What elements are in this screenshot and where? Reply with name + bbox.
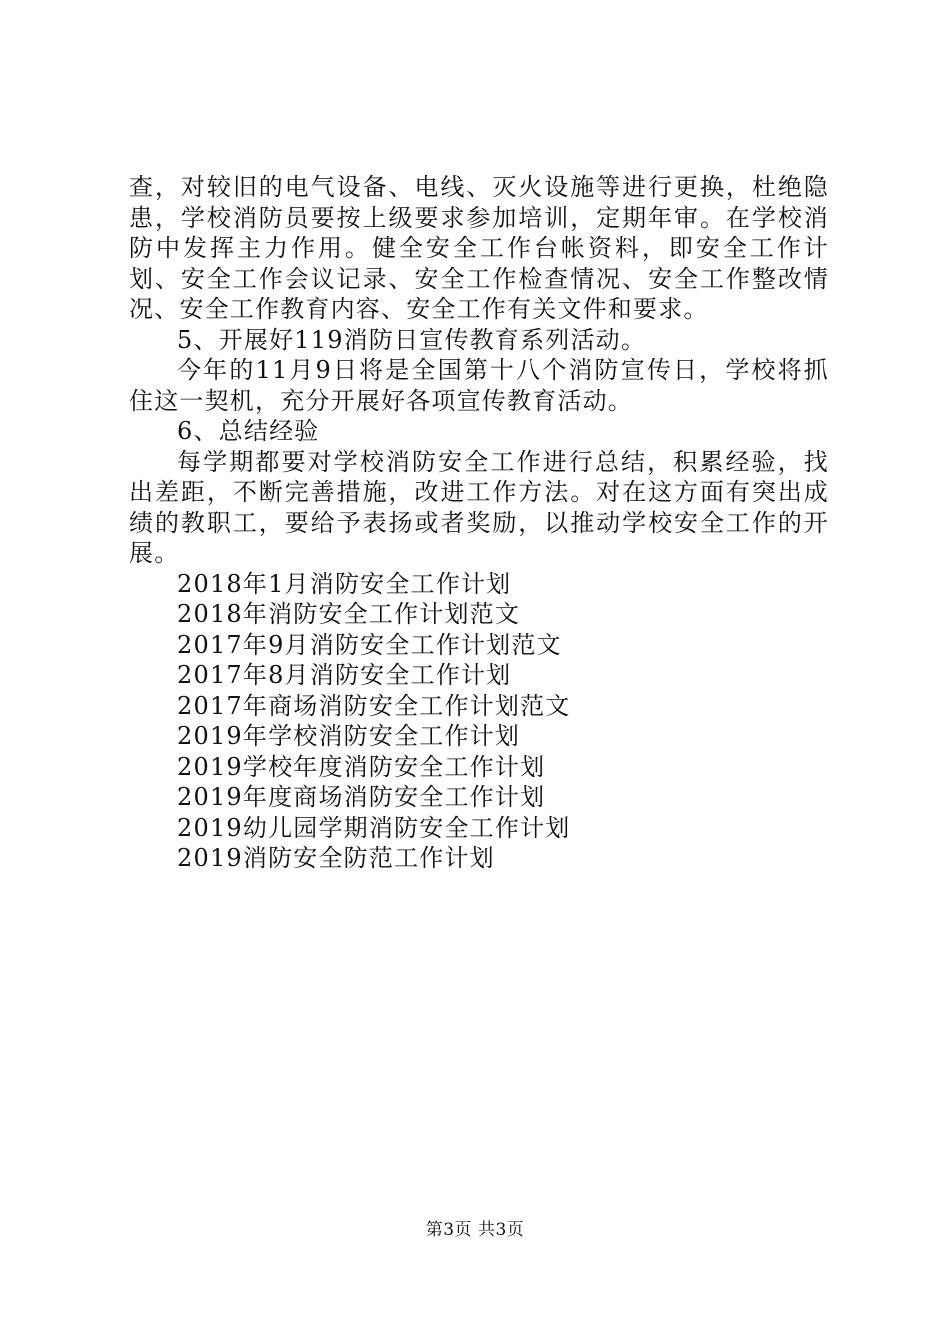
related-link[interactable]: 2018年消防安全工作计划范文 (177, 600, 521, 628)
related-link[interactable]: 2017年商场消防安全工作计划范文 (177, 691, 571, 720)
related-link[interactable]: 2017年9月消防安全工作计划范文 (177, 630, 562, 659)
related-link[interactable]: 2019学校年度消防安全工作计划 (177, 752, 546, 781)
document-body (129, 172, 829, 874)
related-link[interactable]: 2019幼儿园学期消防安全工作计划 (177, 813, 571, 842)
heading-section-5: 5、开展好119消防日宣传教育系列活动。 (177, 325, 647, 354)
related-link[interactable]: 2019消防安全防范工作计划 (177, 844, 495, 872)
related-link[interactable]: 2017年8月消防安全工作计划 (177, 661, 512, 689)
page-number-footer: 第3页 共3页 (425, 1220, 525, 1240)
related-link[interactable]: 2019年学校消防安全工作计划 (177, 722, 521, 750)
related-links-list (129, 569, 829, 874)
related-link[interactable]: 2018年1月消防安全工作计划 (177, 569, 512, 598)
paragraph-fire-inspection: 查，对较旧的电气设备、电线、灭火设施等进行更换，杜绝隐患，学校消防员要按上级要求参加培训，定期年审。在学校消防中发挥主力作用。健全安全工作台帐资料，即安全工作计划、安全工作会议记录、安全工作检查情况、安全工作整改情况、安全工作教育内容、安全工作有关文件和要求。 (129, 173, 829, 323)
heading-section-6: 6、总结经验 (177, 417, 320, 445)
paragraph-fire-day: 今年的11月9日将是全国第十八个消防宣传日，学校将抓住这一契机，充分开展好各项宣传教育活动。 (129, 356, 829, 415)
related-link[interactable]: 2019年度商场消防安全工作计划 (177, 783, 546, 811)
paragraph-summary: 每学期都要对学校消防安全工作进行总结，积累经验，找出差距，不断完善措施，改进工作方法。对在这方面有突出成绩的教职工，要给予表扬或者奖励，以推动学校安全工作的开展。 (129, 447, 829, 567)
